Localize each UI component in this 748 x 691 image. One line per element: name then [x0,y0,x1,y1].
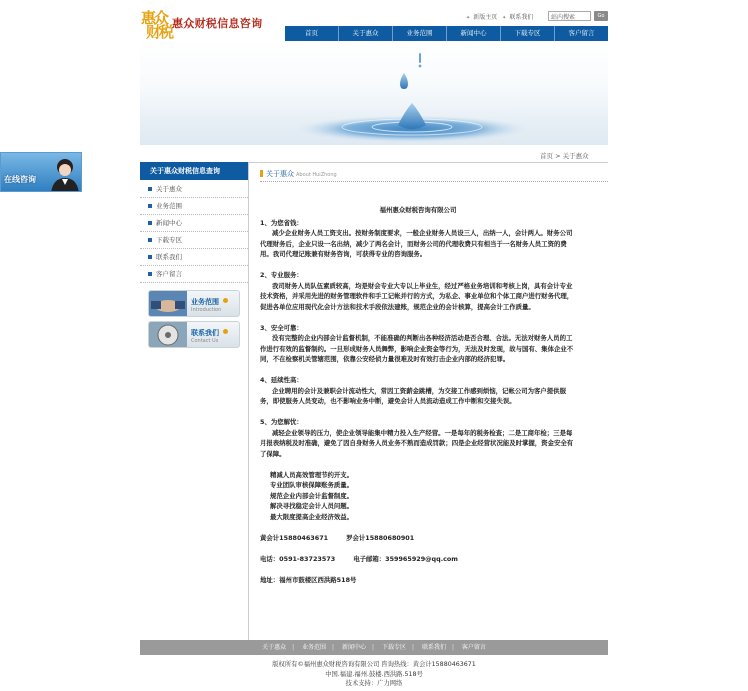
main-nav [285,26,608,41]
contact-email[interactable]: 电子邮箱：359965929@qq.com [353,554,458,563]
contact-luo: 罗会计15880680901 [346,533,415,542]
contact-us-banner[interactable] [148,321,240,348]
footer-info [140,660,608,689]
online-consult-float[interactable] [0,152,82,192]
contact-us-title: 联系我们 [191,329,219,337]
column-divider [248,162,249,640]
company-name: 福州惠众财税咨询有限公司 [379,206,457,214]
section-5-title: 5、为您解忧： [260,418,303,426]
logo-char-top: 惠众 [141,9,168,27]
bullet-icon [148,272,152,276]
bullet-icon [148,221,152,225]
sidebar-item-news[interactable] [140,215,248,232]
section-header [260,169,337,179]
sidebar-item-label: 新闻中心 [156,219,182,227]
section-4-title: 4、延续性高： [260,376,303,384]
contact-link[interactable]: 联系我们 [509,14,534,21]
contact-phone: 电话：0591-83723573 [260,554,336,563]
logo-char-bottom: 财税 [146,23,173,41]
benefit-item: 最大限度提高企业经济效益。 [270,512,354,521]
home-link[interactable]: 新版主页 [473,14,498,21]
section-2-title: 2、专业服务： [260,271,303,279]
site-name: 惠众财税信息咨询 [172,17,263,30]
header-banner [140,41,608,145]
footer-address: 中国.福建.福州.鼓楼.西洪路.518号 [325,670,423,678]
site-logo[interactable] [140,11,270,41]
section-2-body: 我司财务人员队伍素质较高，均是财会专业大专以上毕业生，经过严格业务培训和考核上岗，具有会计专业技术资格，并采用先进的财务管理软件和手工记帐并行的方式，为私企、事业单位和个体工商户进行财务代理，促进各单位应用现代化会计方法和技术手段依法建账，规范企业的会计核算，提高会计工作质量。 [260,281,574,311]
nav-about[interactable]: 关于惠众 [338,26,392,41]
footer-link-contact[interactable]: 联系我们 [421,644,446,651]
benefit-item: 规范企业内部会计监督制度。 [270,491,354,500]
sidebar-list [140,181,248,283]
handshake-icon [149,291,187,317]
arrow-dot-icon [223,329,228,334]
water-drop-image [140,41,608,145]
section-4-body: 企业聘用的会计及兼职会计流动性大，常因工资薪金跳槽，为交接工作感到烦恼，记帐公司为客户提供服务，即使服务人员变动，也不影响业务中断，避免会计人员流动造成工作中断和交接失误。 [260,386,566,405]
search-input[interactable] [548,11,591,21]
top-links [466,12,536,21]
arrow-dot-icon [223,298,228,303]
nav-business[interactable]: 业务范围 [392,26,446,41]
footer-link-download[interactable]: 下载专区 [381,644,406,651]
nav-message[interactable]: 客户留言 [554,26,608,41]
search-button[interactable]: Go [594,11,608,21]
contact-icon: ✦ [502,15,507,21]
section-5-body: 减轻企业领导的压力，使企业领导能集中精力投入生产经营。一是每年的税务检查；二是工商年检；三是每月报表纳税及时准确，避免了因自身财务人员业务不熟而造成罚款；四是企业经营状况能及时掌握，资金安全有了保障。 [260,428,574,458]
section-subtitle: About HuiZhong [296,172,337,178]
section-1-title: 1、为您省钱： [260,218,303,227]
footer-copyright: 版权所有©福州惠众财税咨询有限公司 咨询热线：黄会计15880463671 [272,661,476,668]
sidebar-item-about[interactable] [140,181,248,198]
sidebar-item-download[interactable] [140,232,248,249]
nav-home[interactable]: 首页 [305,29,318,37]
consultant-avatar-icon [1,153,82,192]
contact-accountants [260,533,576,544]
sidebar-title: 关于惠众财税信息查询 [140,162,248,180]
business-scope-title: 业务范围 [191,298,219,306]
breadcrumb: 首页 > 关于惠众 [540,152,589,160]
sidebar-item-label: 业务范围 [156,202,182,210]
article-body [260,205,576,585]
section-1-body: 减少企业财务人员工资支出。按财务制度要求，一般企业财务人员设三人，出纳一人，会计两人。财务公司代理财务后，企业只设一名出纳，减少了两名会计，而财务公司的代理收费只有相当于一名财务人员工资的费用。我司代理记账兼有财务咨询，可获得专业的咨询服务。 [260,229,573,258]
contact-us-subtitle: Contact Us [191,338,219,344]
home-icon: ✦ [466,15,471,21]
benefit-item: 解决寻找稳定会计人员问题。 [270,502,354,510]
benefit-item: 精减人员高效管理节约开支。 [270,470,354,479]
section-3-body: 没有完整的企业内部会计监督机制，不能准确的判断出各种经济活动是否合理、合法。无法对财务人员的工作进行有效的监督制约。一旦形成财务人员舞弊，影响企业资金等行为，无法及时发现，故与国有、集体企业不同，不在检察机关管辖范围，依靠公安经侦力量很难及时有效打击企业内部的经济犯罪。 [260,334,574,363]
bullet-icon [148,204,152,208]
breadcrumb-divider [248,162,608,163]
footer-link-business[interactable]: 业务范围 [302,644,327,651]
bullet-icon [148,238,152,242]
sidebar-item-message[interactable] [140,266,248,283]
sidebar-item-business[interactable] [140,198,248,215]
sidebar-item-label: 下载专区 [156,236,182,244]
section-marker-icon [260,170,263,177]
nav-news[interactable]: 新闻中心 [446,26,500,41]
benefit-item: 专业团队审核保障账务质量。 [270,481,354,489]
footer-support: 技术支持：广力网络 [345,680,403,687]
bullet-icon [148,255,152,259]
online-consult-label: 在线咨询 [4,175,36,184]
sidebar-item-label: 客户留言 [156,270,182,278]
contact-huang: 黄会计15880463671 [260,533,329,542]
footer-nav: 关于惠众 | 业务范围 | 新闻中心 | 下载专区 | 联系我们 | 客户留言 [140,640,608,655]
bullet-icon [148,187,152,191]
section-rule [260,181,608,182]
footer-link-news[interactable]: 新闻中心 [342,644,367,651]
telephone-icon [149,322,187,348]
logo-mark [140,11,174,41]
sidebar-item-label: 联系我们 [156,253,182,261]
business-scope-subtitle: Introduction [191,307,222,313]
nav-download[interactable]: 下载专区 [500,26,554,41]
section-title: 关于惠众 [266,170,294,178]
section-3-title: 3、安全可靠： [260,323,303,332]
sidebar-item-contact[interactable] [140,249,248,266]
business-scope-banner[interactable] [148,290,240,317]
footer-link-about[interactable]: 关于惠众 [262,644,287,651]
contact-address: 地址：福州市鼓楼区西洪路518号 [260,575,357,584]
contact-phone-email [260,554,576,565]
footer-link-message[interactable]: 客户留言 [461,644,486,651]
sidebar-item-label: 关于惠众 [156,185,182,193]
